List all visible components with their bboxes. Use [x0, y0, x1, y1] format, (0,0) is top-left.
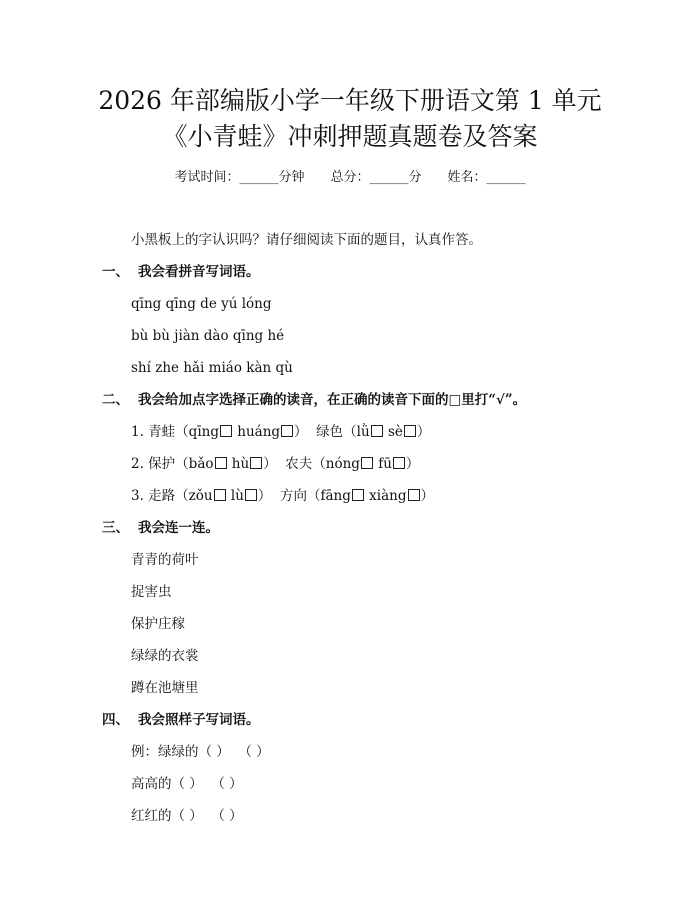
choice-text: ）: [420, 488, 434, 504]
section-1-heading: [102, 262, 260, 282]
choice-text: ）: [416, 424, 431, 440]
checkbox[interactable]: [393, 457, 405, 469]
word-item: 例：绿绿的（ ） （ ）: [131, 744, 270, 760]
section-number: 三、: [102, 520, 129, 536]
section-title: 我会给加点字选择正确的读音，在正确的读音下面的□里打“√”。: [138, 392, 527, 408]
word-item: 红红的（ ） （ ）: [131, 808, 243, 824]
word-item: 高高的（ ） （ ）: [131, 776, 243, 792]
choice-text: lù: [226, 488, 244, 504]
matching-item: 青青的荷叶: [131, 552, 199, 568]
section-number: 四、: [102, 712, 129, 728]
title-line-2: 《小青蛙》冲刺押题真题卷及答案: [162, 122, 538, 151]
section-4-heading: [102, 710, 260, 730]
reading-choice-item: [131, 422, 430, 442]
title-line-1: 2026 年部编版小学一年级下册语文第 1 单元: [98, 86, 602, 115]
checkbox[interactable]: [281, 425, 293, 437]
choice-text: 3. 走路（zǒu: [131, 488, 213, 504]
matching-item: 蹲在池塘里: [131, 680, 199, 696]
section-number: 一、: [102, 264, 129, 280]
checkbox[interactable]: [361, 457, 373, 469]
choice-text: fū: [373, 456, 392, 472]
checkbox[interactable]: [245, 489, 257, 501]
pinyin-item: qīng qīng de yú lóng: [131, 296, 272, 312]
section-number: 二、: [102, 392, 129, 408]
choice-text: sè: [383, 424, 403, 440]
exam-info: [0, 168, 700, 188]
choice-text: ） 绿色（lǜ: [294, 424, 370, 440]
checkbox[interactable]: [250, 457, 262, 469]
choice-text: huáng: [232, 424, 281, 440]
checkbox[interactable]: [404, 425, 416, 437]
pinyin-item: shí zhe hǎi miáo kàn qù: [131, 360, 293, 376]
choice-text: 1. 青蛙（qīng: [131, 424, 219, 440]
reading-choice-item: [131, 486, 434, 506]
section-title: 我会看拼音写词语。: [138, 264, 260, 280]
matching-item: 绿绿的衣裳: [131, 648, 199, 664]
section-2-heading: [102, 390, 526, 410]
section-3-heading: [102, 518, 219, 538]
checkbox[interactable]: [352, 489, 364, 501]
section-title: 我会连一连。: [138, 520, 219, 536]
exam-name: 姓名：______: [447, 170, 526, 185]
checkbox[interactable]: [371, 425, 383, 437]
exam-score: 总分：______分: [330, 170, 422, 185]
choice-text: xiàng: [364, 488, 407, 504]
choice-text: 2. 保护（bǎo: [131, 456, 214, 472]
intro-text: 小黑板上的字认识吗？请仔细阅读下面的题目，认真作答。: [131, 232, 482, 248]
reading-choice-item: [131, 454, 419, 474]
matching-item: 捉害虫: [131, 584, 172, 600]
checkbox[interactable]: [215, 457, 227, 469]
section-title: 我会照样子写词语。: [138, 712, 260, 728]
checkbox[interactable]: [408, 489, 420, 501]
matching-item: 保护庄稼: [131, 616, 185, 632]
exam-time: 考试时间：______分钟: [174, 170, 305, 185]
choice-text: ）: [405, 456, 420, 472]
pinyin-item: bù bù jiàn dào qīng hé: [131, 328, 285, 344]
checkbox[interactable]: [214, 489, 226, 501]
checkbox[interactable]: [220, 425, 232, 437]
choice-text: hù: [227, 456, 250, 472]
choice-text: ） 农夫（nóng: [263, 456, 360, 472]
choice-text: ） 方向（fāng: [257, 488, 351, 504]
